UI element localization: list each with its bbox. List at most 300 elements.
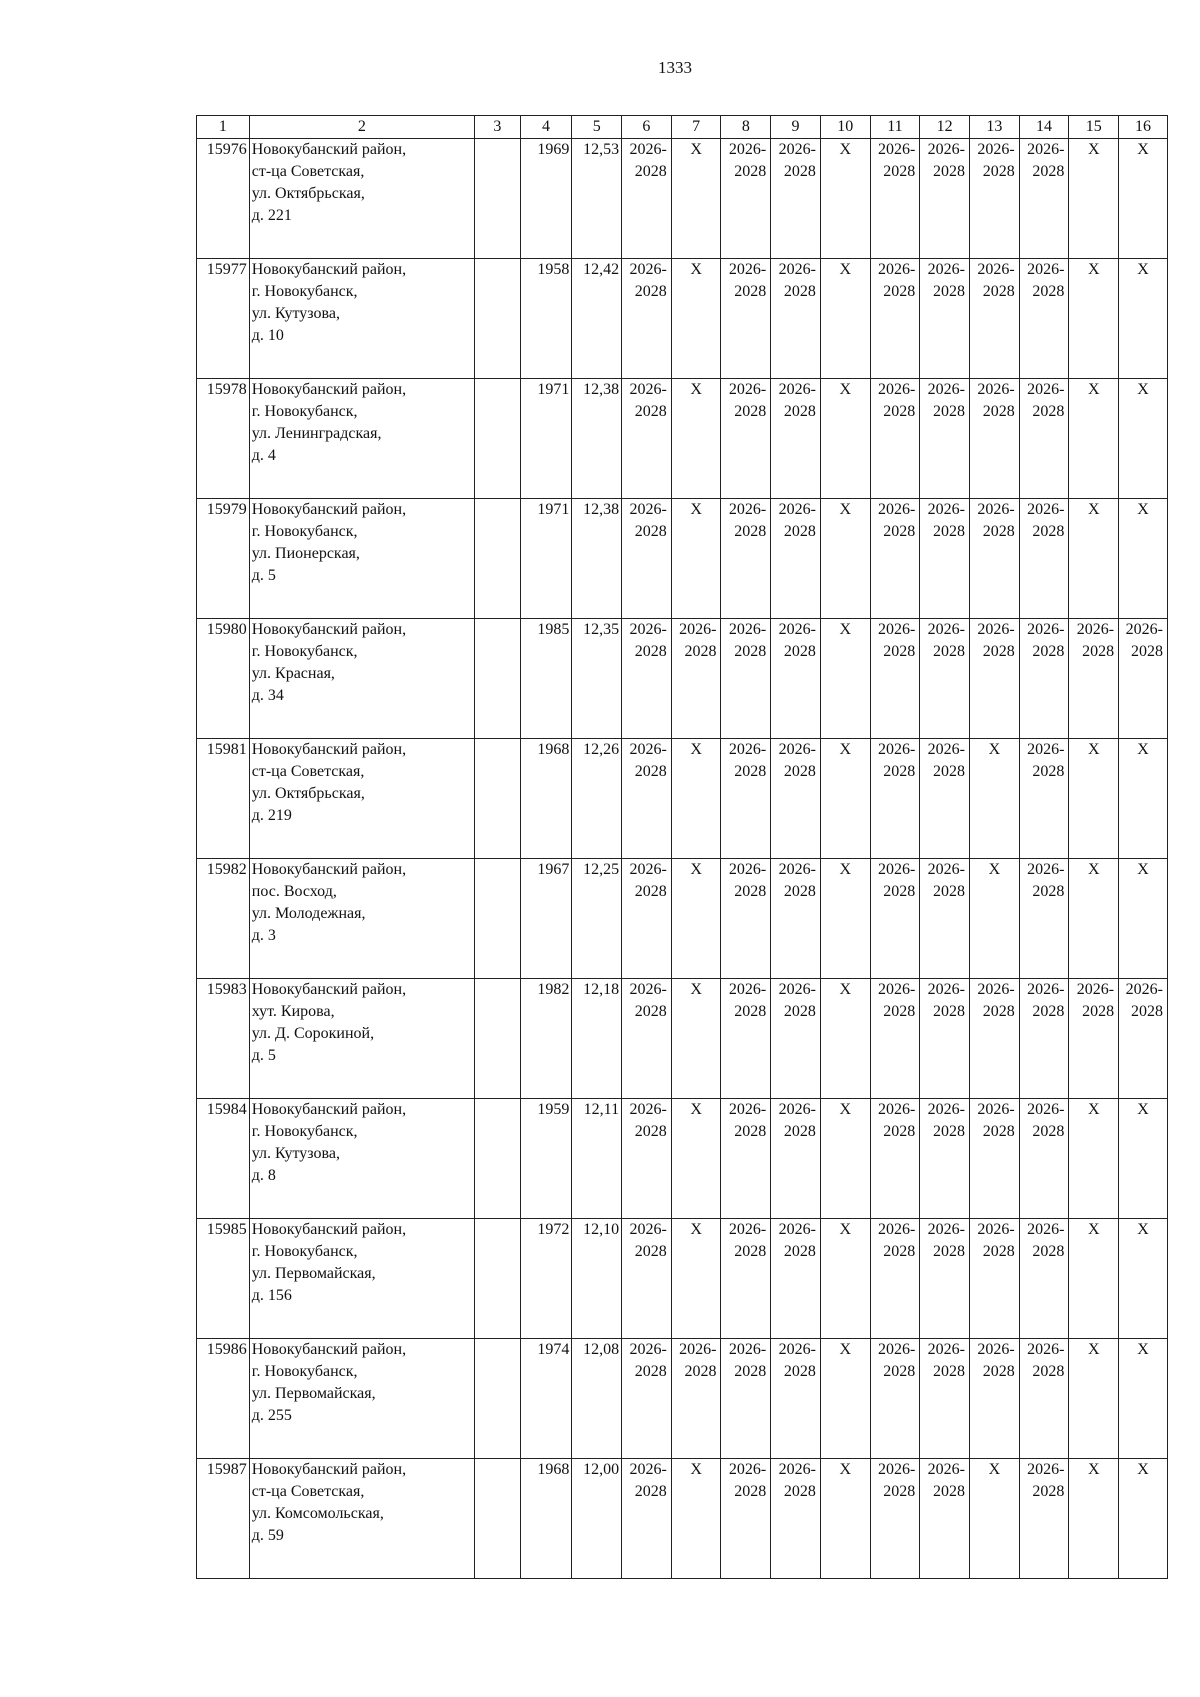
period-text: 2026- 2028 <box>1027 381 1065 420</box>
address-cell <box>249 859 474 979</box>
address-cell <box>249 979 474 1099</box>
period-cell-col-9 <box>771 1339 821 1459</box>
address-line: Новокубанский район, <box>251 1221 407 1238</box>
year-cell: 1968 <box>520 1459 572 1579</box>
period-cell-col-13 <box>970 1099 1020 1219</box>
row-id-cell: 15982 <box>197 859 250 979</box>
period-text: 2026- 2028 <box>728 1341 767 1380</box>
address-line: ст-ца Советская, <box>251 163 365 180</box>
address-line: д. 34 <box>251 687 284 704</box>
period-cell-col-9 <box>771 499 821 619</box>
period-cell-col-14 <box>1019 379 1069 499</box>
period-cell-col-16: X <box>1119 139 1168 259</box>
year-cell: 1985 <box>520 619 572 739</box>
year-cell: 1967 <box>520 859 572 979</box>
period-text: 2026- 2028 <box>1027 1221 1065 1260</box>
year-cell: 1974 <box>520 1339 572 1459</box>
period-text: 2026- 2028 <box>679 1341 717 1380</box>
period-cell-col-15: X <box>1069 1339 1119 1459</box>
column-3-cell <box>474 619 520 739</box>
table-row <box>197 619 1168 739</box>
period-cell-col-13: X <box>970 739 1020 859</box>
column-header-6: 6 <box>622 116 672 139</box>
address-line: д. 219 <box>251 807 292 824</box>
period-cell-col-9 <box>771 1219 821 1339</box>
period-text: 2026- 2028 <box>629 741 667 780</box>
period-cell-col-6 <box>622 379 672 499</box>
period-cell-col-9 <box>771 1099 821 1219</box>
column-3-cell <box>474 139 520 259</box>
period-text: 2026- 2028 <box>728 621 767 660</box>
period-cell-col-14 <box>1019 739 1069 859</box>
value-cell: 12,11 <box>572 1099 622 1219</box>
period-text: 2026- 2028 <box>629 1461 667 1500</box>
period-cell-col-7: X <box>671 739 721 859</box>
period-cell-col-8 <box>721 499 771 619</box>
address-line: ул. Октябрьская, <box>251 785 365 802</box>
period-cell-col-10: X <box>820 979 870 1099</box>
row-id-cell: 15977 <box>197 259 250 379</box>
address-line: г. Новокубанск, <box>251 1363 358 1380</box>
period-cell-col-8 <box>721 1339 771 1459</box>
table-row <box>197 259 1168 379</box>
year-cell: 1959 <box>520 1099 572 1219</box>
table-row <box>197 1459 1168 1579</box>
period-cell-col-7: X <box>671 1219 721 1339</box>
column-header-16: 16 <box>1119 116 1168 139</box>
period-text: 2026- 2028 <box>1027 741 1065 780</box>
period-text: 2026- 2028 <box>877 141 916 180</box>
period-text: 2026- 2028 <box>728 1221 767 1260</box>
period-cell-col-15 <box>1069 619 1119 739</box>
page-number: 1333 <box>658 58 692 77</box>
address-line: ул. Кутузова, <box>251 305 340 322</box>
period-cell-col-9 <box>771 139 821 259</box>
address-line: Новокубанский район, <box>251 261 407 278</box>
row-id-cell: 15979 <box>197 499 250 619</box>
period-text: 2026- 2028 <box>629 1221 667 1260</box>
period-cell-col-16: X <box>1119 1459 1168 1579</box>
address-line: ул. Комсомольская, <box>251 1505 384 1522</box>
value-cell: 12,18 <box>572 979 622 1099</box>
value-cell: 12,38 <box>572 379 622 499</box>
period-cell-col-16 <box>1119 979 1168 1099</box>
period-cell-col-13 <box>970 1219 1020 1339</box>
period-text: 2026- 2028 <box>679 621 717 660</box>
period-text: 2026- 2028 <box>778 861 816 900</box>
period-cell-col-11 <box>870 859 920 979</box>
address-line: ст-ца Советская, <box>251 763 365 780</box>
period-cell-col-14 <box>1019 619 1069 739</box>
period-text: 2026- 2028 <box>1027 1461 1065 1500</box>
period-text: 2026- 2028 <box>728 381 767 420</box>
period-cell-col-6 <box>622 1339 672 1459</box>
column-header-11: 11 <box>870 116 920 139</box>
period-cell-col-11 <box>870 1459 920 1579</box>
period-text: 2026- 2028 <box>778 981 816 1020</box>
period-text: 2026- 2028 <box>778 261 816 300</box>
period-cell-col-15 <box>1069 979 1119 1099</box>
address-cell <box>249 499 474 619</box>
address-cell <box>249 379 474 499</box>
column-3-cell <box>474 1099 520 1219</box>
period-cell-col-7: X <box>671 379 721 499</box>
period-cell-col-14 <box>1019 499 1069 619</box>
period-cell-col-16: X <box>1119 379 1168 499</box>
column-3-cell <box>474 499 520 619</box>
period-cell-col-16: X <box>1119 1219 1168 1339</box>
period-cell-col-15: X <box>1069 499 1119 619</box>
period-cell-col-7: X <box>671 1099 721 1219</box>
period-text: 2026- 2028 <box>629 1341 667 1380</box>
period-text: 2026- 2028 <box>629 621 667 660</box>
row-id-cell: 15976 <box>197 139 250 259</box>
column-3-cell <box>474 259 520 379</box>
period-cell-col-7: X <box>671 1459 721 1579</box>
address-line: Новокубанский район, <box>251 501 407 518</box>
row-id-cell: 15983 <box>197 979 250 1099</box>
table-row <box>197 379 1168 499</box>
period-cell-col-7 <box>671 619 721 739</box>
column-header-10: 10 <box>820 116 870 139</box>
column-header-9: 9 <box>771 116 821 139</box>
period-cell-col-11 <box>870 1099 920 1219</box>
period-cell-col-16: X <box>1119 259 1168 379</box>
year-cell: 1982 <box>520 979 572 1099</box>
address-line: г. Новокубанск, <box>251 523 358 540</box>
address-line: г. Новокубанск, <box>251 283 358 300</box>
period-text: 2026- 2028 <box>728 861 767 900</box>
year-cell: 1969 <box>520 139 572 259</box>
column-header-2: 2 <box>249 116 474 139</box>
address-line: пос. Восход, <box>251 883 337 900</box>
address-cell <box>249 1099 474 1219</box>
period-text: 2026- 2028 <box>977 1101 1015 1140</box>
column-header-5: 5 <box>572 116 622 139</box>
period-text: 2026- 2028 <box>728 981 767 1020</box>
period-cell-col-13 <box>970 979 1020 1099</box>
period-cell-col-10: X <box>820 259 870 379</box>
column-3-cell <box>474 739 520 859</box>
period-cell-col-6 <box>622 259 672 379</box>
period-cell-col-8 <box>721 739 771 859</box>
period-cell-col-10: X <box>820 1339 870 1459</box>
period-text: 2026- 2028 <box>778 621 816 660</box>
period-text: 2026- 2028 <box>778 1461 816 1500</box>
period-cell-col-16: X <box>1119 1339 1168 1459</box>
period-text: 2026- 2028 <box>1027 1341 1065 1380</box>
period-cell-col-6 <box>622 619 672 739</box>
period-cell-col-14 <box>1019 979 1069 1099</box>
address-line: хут. Кирова, <box>251 1003 335 1020</box>
period-text: 2026- 2028 <box>728 1101 767 1140</box>
period-cell-col-15: X <box>1069 859 1119 979</box>
period-text: 2026- 2028 <box>629 261 667 300</box>
period-cell-col-16: X <box>1119 739 1168 859</box>
table-row <box>197 139 1168 259</box>
address-line: д. 156 <box>251 1287 292 1304</box>
period-text: 2026- 2028 <box>877 981 916 1020</box>
address-cell <box>249 1219 474 1339</box>
table-body <box>197 139 1168 1579</box>
table-header-row <box>197 116 1168 139</box>
period-cell-col-8 <box>721 979 771 1099</box>
table-row <box>197 1339 1168 1459</box>
period-text: 2026- 2028 <box>877 1461 916 1500</box>
period-text: 2026- 2028 <box>728 1461 767 1500</box>
period-cell-col-8 <box>721 259 771 379</box>
period-cell-col-8 <box>721 139 771 259</box>
period-text: 2026- 2028 <box>927 981 965 1020</box>
period-cell-col-7: X <box>671 139 721 259</box>
address-line: Новокубанский район, <box>251 381 407 398</box>
address-line: Новокубанский район, <box>251 981 407 998</box>
period-cell-col-15: X <box>1069 1099 1119 1219</box>
address-line: г. Новокубанск, <box>251 643 358 660</box>
column-header-13: 13 <box>970 116 1020 139</box>
period-cell-col-13 <box>970 379 1020 499</box>
table-row <box>197 1219 1168 1339</box>
row-id-cell: 15985 <box>197 1219 250 1339</box>
period-cell-col-9 <box>771 259 821 379</box>
column-header-4: 4 <box>520 116 572 139</box>
address-line: ст-ца Советская, <box>251 1483 365 1500</box>
year-cell: 1968 <box>520 739 572 859</box>
column-header-8: 8 <box>721 116 771 139</box>
year-cell: 1972 <box>520 1219 572 1339</box>
period-text: 2026- 2028 <box>1076 621 1115 660</box>
period-cell-col-6 <box>622 1219 672 1339</box>
period-cell-col-8 <box>721 619 771 739</box>
period-text: 2026- 2028 <box>927 381 965 420</box>
row-id-cell: 15986 <box>197 1339 250 1459</box>
period-text: 2026- 2028 <box>977 381 1015 420</box>
period-cell-col-14 <box>1019 139 1069 259</box>
period-text: 2026- 2028 <box>877 1341 916 1380</box>
value-cell: 12,00 <box>572 1459 622 1579</box>
period-cell-col-11 <box>870 619 920 739</box>
address-cell <box>249 1459 474 1579</box>
period-cell-col-15: X <box>1069 139 1119 259</box>
period-cell-col-9 <box>771 619 821 739</box>
address-line: ул. Первомайская, <box>251 1265 376 1282</box>
period-cell-col-11 <box>870 979 920 1099</box>
period-cell-col-10: X <box>820 139 870 259</box>
period-cell-col-7: X <box>671 259 721 379</box>
period-cell-col-10: X <box>820 499 870 619</box>
table-row <box>197 979 1168 1099</box>
value-cell: 12,08 <box>572 1339 622 1459</box>
address-line: ул. Д. Сорокиной, <box>251 1025 375 1042</box>
address-line: г. Новокубанск, <box>251 1123 358 1140</box>
address-line: ул. Молодежная, <box>251 905 366 922</box>
period-cell-col-10: X <box>820 1459 870 1579</box>
period-text: 2026- 2028 <box>629 381 667 420</box>
period-text: 2026- 2028 <box>1027 141 1065 180</box>
column-3-cell <box>474 1459 520 1579</box>
period-text: 2026- 2028 <box>877 381 916 420</box>
address-line: ул. Октябрьская, <box>251 185 365 202</box>
period-text: 2026- 2028 <box>877 261 916 300</box>
schedule-table <box>196 115 1168 1579</box>
column-header-1: 1 <box>197 116 250 139</box>
period-text: 2026- 2028 <box>1125 621 1163 660</box>
value-cell: 12,42 <box>572 259 622 379</box>
year-cell: 1971 <box>520 499 572 619</box>
address-cell <box>249 739 474 859</box>
period-cell-col-14 <box>1019 259 1069 379</box>
period-text: 2026- 2028 <box>778 1341 816 1380</box>
period-cell-col-6 <box>622 739 672 859</box>
column-header-3: 3 <box>474 116 520 139</box>
period-cell-col-10: X <box>820 1219 870 1339</box>
period-cell-col-11 <box>870 139 920 259</box>
period-text: 2026- 2028 <box>927 141 965 180</box>
period-text: 2026- 2028 <box>927 1341 965 1380</box>
period-cell-col-14 <box>1019 1099 1069 1219</box>
period-text: 2026- 2028 <box>977 501 1015 540</box>
period-cell-col-6 <box>622 1459 672 1579</box>
period-cell-col-15: X <box>1069 1459 1119 1579</box>
period-text: 2026- 2028 <box>927 261 965 300</box>
period-text: 2026- 2028 <box>629 861 667 900</box>
address-line: Новокубанский район, <box>251 741 407 758</box>
address-line: ул. Ленинградская, <box>251 425 382 442</box>
period-cell-col-11 <box>870 379 920 499</box>
period-cell-col-12 <box>920 1459 970 1579</box>
address-cell <box>249 139 474 259</box>
period-cell-col-14 <box>1019 1219 1069 1339</box>
row-id-cell: 15987 <box>197 1459 250 1579</box>
period-cell-col-6 <box>622 499 672 619</box>
period-cell-col-12 <box>920 259 970 379</box>
period-text: 2026- 2028 <box>977 981 1015 1020</box>
period-cell-col-8 <box>721 859 771 979</box>
period-cell-col-14 <box>1019 1459 1069 1579</box>
period-cell-col-10: X <box>820 859 870 979</box>
address-line: ул. Кутузова, <box>251 1145 340 1162</box>
period-cell-col-12 <box>920 379 970 499</box>
period-text: 2026- 2028 <box>927 741 965 780</box>
period-text: 2026- 2028 <box>977 261 1015 300</box>
period-text: 2026- 2028 <box>927 861 965 900</box>
address-line: Новокубанский район, <box>251 621 407 638</box>
address-line: Новокубанский район, <box>251 1101 407 1118</box>
period-cell-col-6 <box>622 1099 672 1219</box>
period-text: 2026- 2028 <box>877 861 916 900</box>
column-3-cell <box>474 979 520 1099</box>
period-text: 2026- 2028 <box>778 741 816 780</box>
period-text: 2026- 2028 <box>728 501 767 540</box>
address-line: г. Новокубанск, <box>251 403 358 420</box>
value-cell: 12,53 <box>572 139 622 259</box>
period-cell-col-13 <box>970 1339 1020 1459</box>
year-cell: 1958 <box>520 259 572 379</box>
address-line: ул. Первомайская, <box>251 1385 376 1402</box>
period-cell-col-10: X <box>820 739 870 859</box>
period-cell-col-12 <box>920 1339 970 1459</box>
address-line: Новокубанский район, <box>251 1461 407 1478</box>
period-cell-col-14 <box>1019 859 1069 979</box>
table-row <box>197 739 1168 859</box>
period-text: 2026- 2028 <box>629 1101 667 1140</box>
value-cell: 12,38 <box>572 499 622 619</box>
period-cell-col-12 <box>920 739 970 859</box>
period-text: 2026- 2028 <box>927 621 965 660</box>
period-text: 2026- 2028 <box>1027 621 1065 660</box>
period-cell-col-12 <box>920 859 970 979</box>
table-row <box>197 1099 1168 1219</box>
period-cell-col-7: X <box>671 979 721 1099</box>
value-cell: 12,25 <box>572 859 622 979</box>
period-text: 2026- 2028 <box>877 621 916 660</box>
period-cell-col-15: X <box>1069 1219 1119 1339</box>
period-text: 2026- 2028 <box>728 741 767 780</box>
period-text: 2026- 2028 <box>877 1101 916 1140</box>
period-cell-col-14 <box>1019 1339 1069 1459</box>
period-text: 2026- 2028 <box>977 141 1015 180</box>
address-line: Новокубанский район, <box>251 861 407 878</box>
period-text: 2026- 2028 <box>629 141 667 180</box>
period-cell-col-7: X <box>671 499 721 619</box>
period-cell-col-12 <box>920 619 970 739</box>
column-3-cell <box>474 379 520 499</box>
address-line: д. 5 <box>251 567 276 584</box>
row-id-cell: 15980 <box>197 619 250 739</box>
period-cell-col-15: X <box>1069 739 1119 859</box>
period-cell-col-9 <box>771 979 821 1099</box>
column-header-14: 14 <box>1019 116 1069 139</box>
period-text: 2026- 2028 <box>927 1101 965 1140</box>
period-cell-col-6 <box>622 859 672 979</box>
period-cell-col-7: X <box>671 859 721 979</box>
period-text: 2026- 2028 <box>977 621 1015 660</box>
column-3-cell <box>474 1219 520 1339</box>
period-cell-col-12 <box>920 979 970 1099</box>
period-cell-col-12 <box>920 139 970 259</box>
period-cell-col-9 <box>771 379 821 499</box>
period-text: 2026- 2028 <box>1027 861 1065 900</box>
address-line: д. 5 <box>251 1047 276 1064</box>
period-cell-col-6 <box>622 139 672 259</box>
address-cell <box>249 259 474 379</box>
period-cell-col-13: X <box>970 1459 1020 1579</box>
period-cell-col-9 <box>771 1459 821 1579</box>
period-text: 2026- 2028 <box>1125 981 1163 1020</box>
period-cell-col-8 <box>721 1459 771 1579</box>
period-cell-col-11 <box>870 499 920 619</box>
period-text: 2026- 2028 <box>877 741 916 780</box>
address-line: г. Новокубанск, <box>251 1243 358 1260</box>
period-text: 2026- 2028 <box>1027 981 1065 1020</box>
period-text: 2026- 2028 <box>728 261 767 300</box>
period-cell-col-11 <box>870 739 920 859</box>
period-cell-col-13 <box>970 259 1020 379</box>
column-header-7: 7 <box>671 116 721 139</box>
column-3-cell <box>474 859 520 979</box>
period-cell-col-16: X <box>1119 859 1168 979</box>
address-line: д. 4 <box>251 447 276 464</box>
period-cell-col-8 <box>721 1099 771 1219</box>
period-cell-col-15: X <box>1069 379 1119 499</box>
period-cell-col-15: X <box>1069 259 1119 379</box>
address-line: д. 8 <box>251 1167 276 1184</box>
address-line: д. 221 <box>251 207 292 224</box>
address-line: ул. Пионерская, <box>251 545 360 562</box>
address-line: д. 10 <box>251 327 284 344</box>
period-text: 2026- 2028 <box>778 1221 816 1260</box>
period-text: 2026- 2028 <box>927 1221 965 1260</box>
